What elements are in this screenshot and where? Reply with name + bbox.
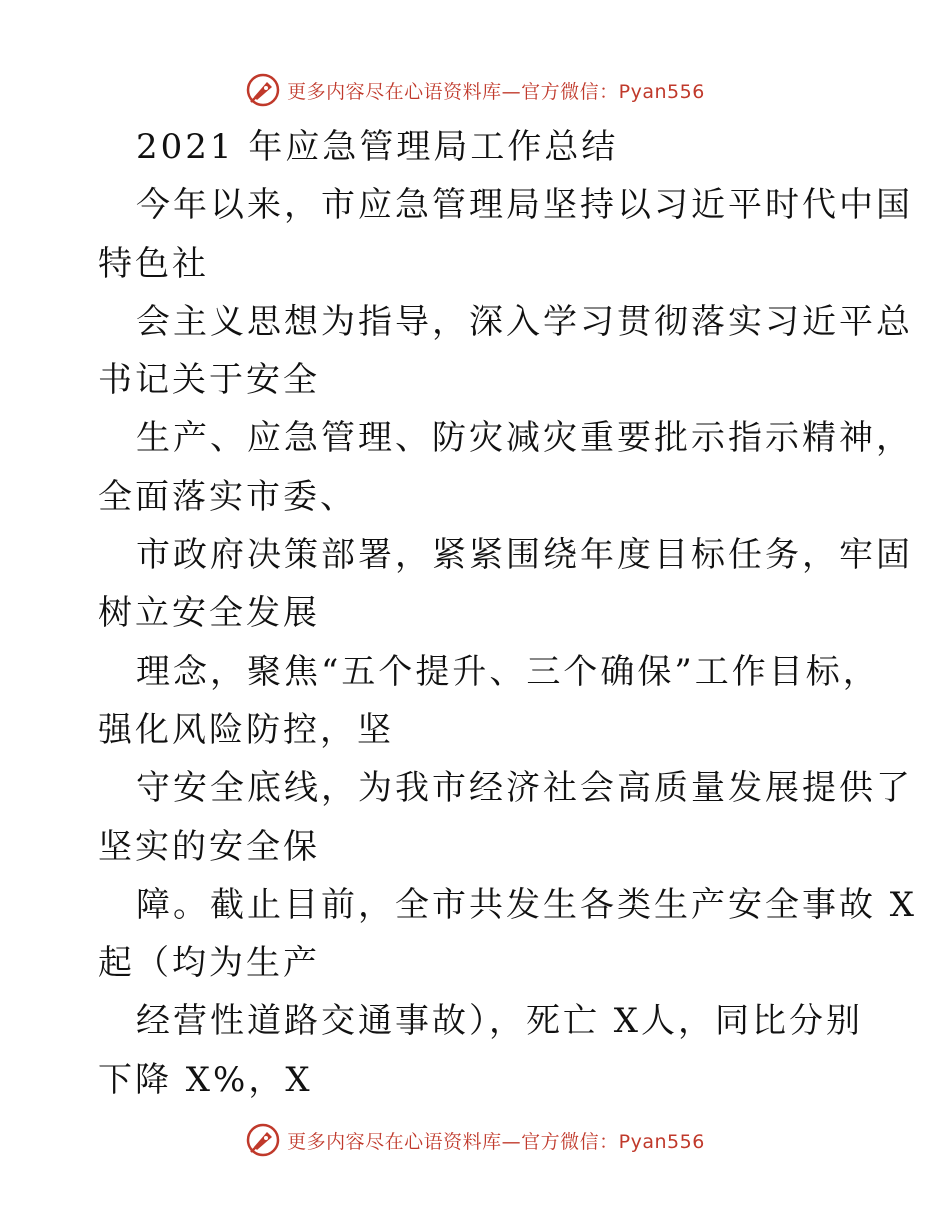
text-line: 守安全底线，为我市经济社会高质量发展提供了 bbox=[136, 768, 913, 809]
text-line: 全面落实市委、 bbox=[98, 476, 357, 517]
text-line: 书记关于安全 bbox=[98, 360, 320, 401]
text-line: 会主义思想为指导，深入学习贯彻落实习近平总 bbox=[136, 301, 913, 342]
watermark-text: 更多内容尽在心语资料库—官方微信：Pyan556 bbox=[287, 1130, 705, 1153]
text-line: 强化风险防控，坚 bbox=[98, 709, 394, 750]
text-line: 起（均为生产 bbox=[98, 943, 320, 984]
pen-nib-logo-icon bbox=[245, 72, 281, 108]
text-line: 经营性道路交通事故），死亡 X人，同比分别 bbox=[136, 1001, 864, 1042]
header-watermark-banner bbox=[0, 70, 950, 110]
text-line: 今年以来，市应急管理局坚持以习近平时代中国 bbox=[136, 185, 913, 226]
pen-nib-logo-icon bbox=[245, 1122, 281, 1158]
document-body bbox=[98, 118, 918, 1109]
text-line: 市政府决策部署，紧紧围绕年度目标任务，牢固 bbox=[136, 535, 913, 576]
text-line: 障。截止目前，全市共发生各类生产安全事故 X bbox=[136, 884, 918, 925]
watermark-text: 更多内容尽在心语资料库—官方微信：Pyan556 bbox=[287, 80, 705, 103]
text-line: 特色社 bbox=[98, 243, 209, 284]
text-line: 树立安全发展 bbox=[98, 593, 320, 634]
text-line: 坚实的安全保 bbox=[98, 826, 320, 867]
text-line: 理念，聚焦“五个提升、三个确保”工作目标， bbox=[136, 651, 880, 692]
text-line: 下降 X%，X bbox=[98, 1059, 313, 1100]
footer-watermark-banner bbox=[0, 1120, 950, 1160]
document-title: 2021 年应急管理局工作总结 bbox=[136, 127, 619, 167]
text-line: 生产、应急管理、防灾减灾重要批示指示精神， bbox=[136, 418, 913, 459]
